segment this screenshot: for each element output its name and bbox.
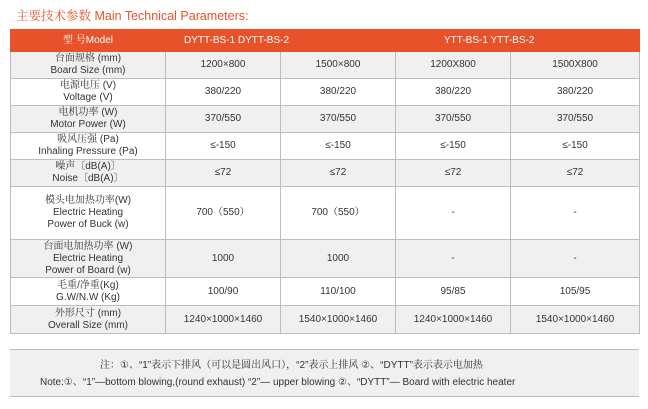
value-cell: 1000: [166, 240, 281, 278]
table-row: [11, 133, 640, 160]
value-cell: 110/100: [281, 278, 396, 306]
param-label-en: Electric Heating: [52, 207, 124, 218]
notes-section: [10, 349, 639, 397]
param-label-cn: 模头电加热功率(W): [44, 195, 132, 206]
param-label-cn: 电机功率 (W): [58, 107, 118, 118]
value-cell: 700（550）: [281, 187, 396, 240]
value-cell: ≤-150: [281, 133, 396, 160]
value-cell: ≤72: [166, 160, 281, 187]
param-label-en: G.W/N.W (Kg): [56, 291, 120, 303]
table-row: [11, 187, 640, 240]
header-dytt-models: DYTT-BS-1 DYTT-BS-2: [166, 30, 396, 52]
table-header-row: [11, 30, 640, 52]
value-cell: 700（550）: [166, 187, 281, 240]
value-cell: 1200X800: [396, 52, 511, 79]
param-label: [11, 106, 166, 133]
param-label: [11, 133, 166, 160]
param-label-en-line2: Power of Board (w): [45, 264, 131, 276]
page-title: 主要技术参数 Main Technical Parameters:: [16, 9, 249, 23]
param-label-cn: 吸风压强 (Pa): [57, 134, 119, 145]
param-label-cn: 台面电加热功率 (W): [43, 240, 133, 252]
param-label-en: Noise〔dB(A)〕: [52, 173, 124, 184]
param-label-en: Voltage (V): [63, 92, 113, 103]
param-label-cn: 电源电压 (V): [59, 80, 117, 91]
value-cell: 380/220: [166, 79, 281, 106]
param-label: [11, 306, 166, 334]
value-cell: 100/90: [166, 278, 281, 306]
param-label: [11, 278, 166, 306]
value-cell: -: [396, 240, 511, 278]
param-label-en: Electric Heating: [52, 252, 124, 264]
param-label-en: Motor Power (W): [50, 119, 126, 130]
table-row: [11, 306, 640, 334]
note-english: Note:①、“1”—bottom blowing,(round exhaust) “2”— upper blowing ②、“DYTT”— Board with electric heater: [40, 377, 516, 388]
param-label: [11, 240, 166, 278]
param-label-cn: 外形尺寸 (mm): [54, 307, 122, 319]
table-row: [11, 278, 640, 306]
table-row: [11, 52, 640, 79]
table-row: [11, 106, 640, 133]
value-cell: ≤-150: [166, 133, 281, 160]
value-cell: 370/550: [511, 106, 640, 133]
value-cell: 1200×800: [166, 52, 281, 79]
param-label-en: Board Size (mm): [50, 65, 126, 76]
param-label-en: Inhaling Pressure (Pa): [38, 146, 138, 157]
param-label-en: Overall Size (mm): [47, 319, 128, 331]
param-label: [11, 187, 166, 240]
value-cell: 380/220: [396, 79, 511, 106]
value-cell: ≤72: [281, 160, 396, 187]
value-cell: 370/550: [396, 106, 511, 133]
value-cell: 370/550: [166, 106, 281, 133]
value-cell: ≤72: [396, 160, 511, 187]
table-row: [11, 240, 640, 278]
value-cell: 1240×1000×1460: [396, 306, 511, 334]
param-label: [11, 79, 166, 106]
param-label-cn: 台面规格 (mm): [54, 53, 122, 64]
param-label-en-line2: Power of Buck (w): [47, 219, 129, 230]
value-cell: 95/85: [396, 278, 511, 306]
value-cell: 105/95: [511, 278, 640, 306]
table-row: [11, 160, 640, 187]
param-label-cn: 毛重/净重(Kg): [57, 279, 119, 291]
value-cell: -: [396, 187, 511, 240]
value-cell: 1500×800: [281, 52, 396, 79]
value-cell: -: [511, 187, 640, 240]
param-label: [11, 52, 166, 79]
table-row: [11, 79, 640, 106]
value-cell: 1540×1000×1460: [511, 306, 640, 334]
value-cell: 380/220: [511, 79, 640, 106]
value-cell: 380/220: [281, 79, 396, 106]
note-chinese: 注：①、“1”表示下排风（可以是圆出风口），“2”表示上排风 ②、“DYTT”表示表示电加热: [100, 360, 483, 371]
value-cell: -: [511, 240, 640, 278]
value-cell: 1540×1000×1460: [281, 306, 396, 334]
value-cell: ≤-150: [396, 133, 511, 160]
header-model-label: 型 号Model: [11, 30, 166, 52]
value-cell: ≤72: [511, 160, 640, 187]
value-cell: 1000: [281, 240, 396, 278]
value-cell: 370/550: [281, 106, 396, 133]
value-cell: 1500X800: [511, 52, 640, 79]
value-cell: 1240×1000×1460: [166, 306, 281, 334]
param-label: [11, 160, 166, 187]
header-ytt-models: YTT-BS-1 YTT-BS-2: [396, 30, 640, 52]
value-cell: ≤-150: [511, 133, 640, 160]
param-label-cn: 噪声〔dB(A)〕: [55, 161, 121, 172]
specs-table: [10, 29, 640, 334]
